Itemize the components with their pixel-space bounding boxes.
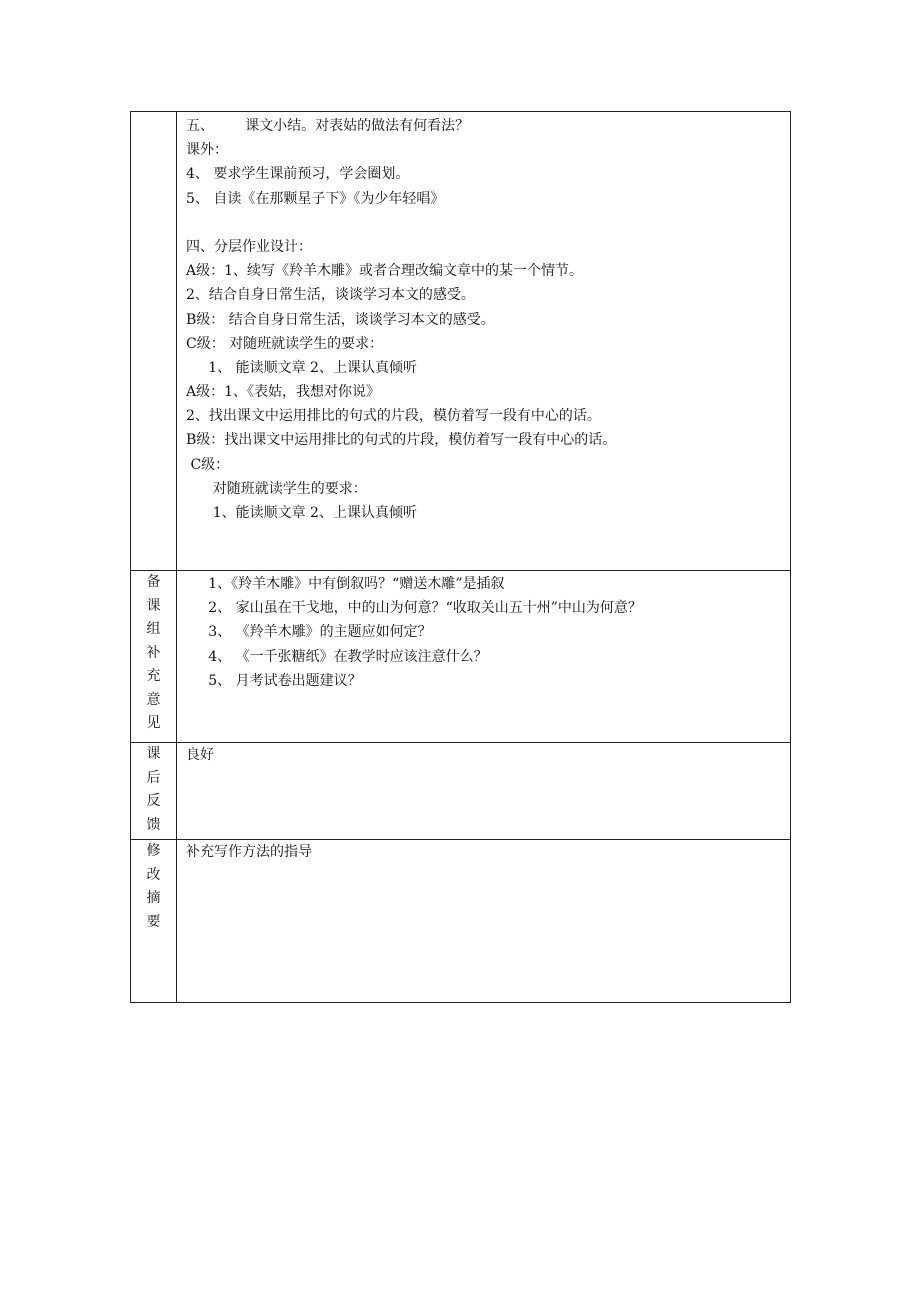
- extracurricular-heading: 课外：: [186, 142, 228, 159]
- extracurricular-item: 4、 要求学生课前预习，学会圈划。: [186, 166, 410, 183]
- homework-line: 1、 能读顺文章 2、上课认真倾听: [186, 359, 417, 376]
- supplement-content-cell: [177, 571, 791, 743]
- supplement-row: [131, 571, 791, 743]
- homework-line: 2、结合自身日常生活，谈谈学习本文的感受。: [186, 287, 475, 304]
- revision-label-cell: [131, 840, 177, 1003]
- feedback-row: [131, 743, 791, 840]
- feedback-text: 良好: [186, 747, 214, 763]
- supplement-item: 1、《羚羊木雕》中有倒叙吗？“赠送木雕”是插叙: [186, 576, 505, 592]
- lesson-plan-table: [130, 111, 791, 1003]
- lesson-content-cell: [177, 112, 791, 571]
- supplement-item: 4、 《一千张糖纸》在教学时应该注意什么？: [186, 648, 488, 665]
- homework-line: 2、找出课文中运用排比的句式的片段，模仿着写一段有中心的话。: [186, 408, 601, 425]
- homework-line: B级：找出课文中运用排比的句式的片段，模仿着写一段有中心的话。: [186, 432, 617, 449]
- lesson-content-row: [131, 112, 791, 571]
- feedback-label: 课后反馈: [146, 746, 161, 833]
- revision-row: [131, 840, 791, 1003]
- supplement-item: 5、 月考试卷出题建议？: [186, 672, 362, 689]
- extracurricular-item: 5、 自读《在那颗星子下》《为少年轻唱》: [186, 190, 445, 207]
- homework-heading: 四、分层作业设计：: [186, 238, 312, 255]
- homework-line: B级： 结合自身日常生活，谈谈学习本文的感受。: [186, 311, 495, 328]
- homework-line: C级： 对随班就读学生的要求：: [186, 335, 384, 352]
- revision-content-cell: [177, 840, 791, 1003]
- supplement-label: 备课组补充意见: [146, 574, 161, 731]
- homework-line: 1、能读顺文章 2、上课认真倾听: [186, 505, 417, 521]
- homework-line: A级：1、续写《羚羊木雕》或者合理改编文章中的某一个情节。: [186, 263, 584, 280]
- supplement-label-cell: [131, 571, 177, 743]
- feedback-label-cell: [131, 743, 177, 840]
- supplement-item: 3、 《羚羊木雕》的主题应如何定？: [186, 624, 432, 641]
- revision-label: 修改摘要: [146, 843, 161, 930]
- lesson-content-label-cell: [131, 112, 177, 571]
- revision-text: 补充写作方法的指导: [186, 844, 312, 860]
- blank-line: [186, 211, 786, 235]
- homework-line: C级：: [186, 456, 230, 473]
- supplement-item: 2、 家山虽在干戈地，中的山为何意？“收取关山五十州”中山为何意？: [186, 600, 642, 617]
- feedback-content-cell: [177, 743, 791, 840]
- homework-line: A级：1、《表姑，我想对你说》: [186, 384, 381, 401]
- homework-line: 对随班就读学生的要求：: [186, 480, 367, 497]
- summary-line: 五、 课文小结。对表姑的做法有何看法？: [186, 118, 470, 134]
